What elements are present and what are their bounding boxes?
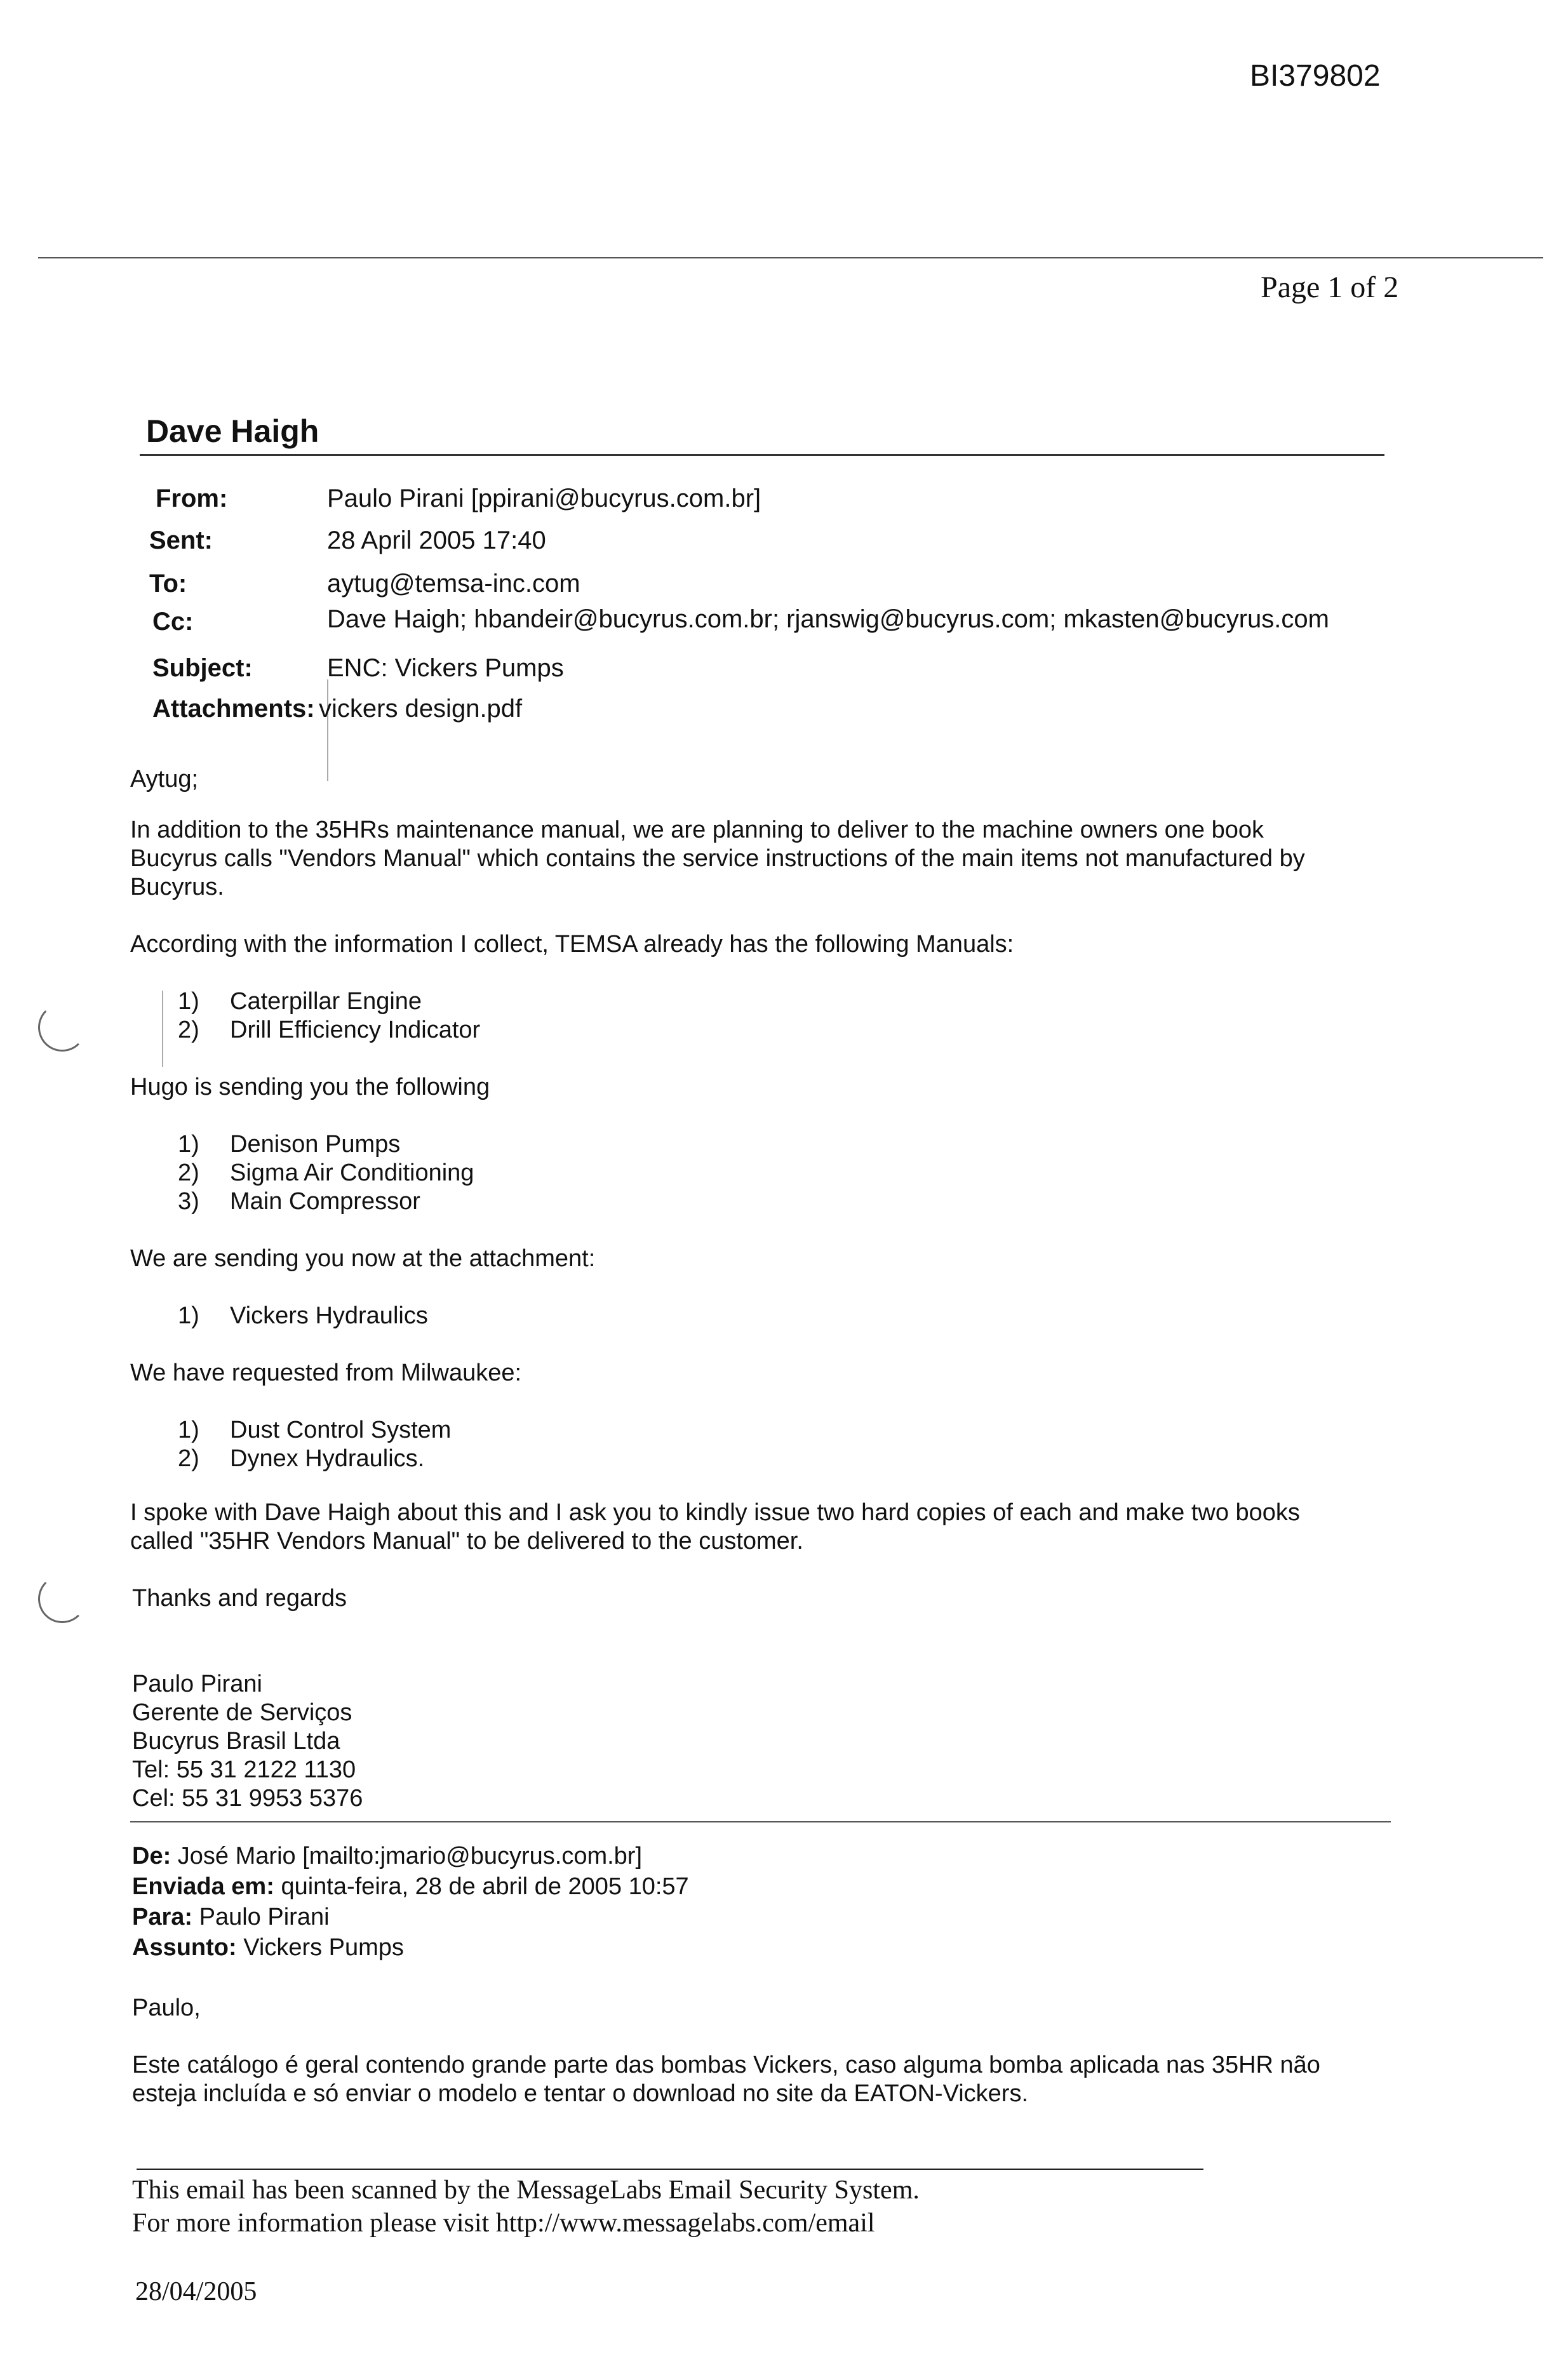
document-id: BI379802 [1250, 59, 1381, 93]
sender-rule [140, 454, 1384, 456]
assunto-value: Vickers Pumps [243, 1934, 404, 1961]
scan-artifact-line [162, 991, 163, 1067]
footer-date: 28/04/2005 [135, 2277, 257, 2306]
list-number: 2) [178, 1445, 199, 1472]
forward-assunto [132, 1934, 404, 1962]
paragraph: According with the information I collect, TEMSA already has the following Manuals: [130, 931, 1014, 958]
paragraph: We are sending you now at the attachment: [130, 1245, 596, 1272]
subject-value: ENC: Vickers Pumps [327, 654, 564, 682]
list-number: 2) [178, 1017, 199, 1043]
list-number: 1) [178, 1131, 199, 1158]
paragraph-line: In addition to the 35HRs maintenance manual, we are planning to deliver to the machine owners one book [130, 817, 1264, 843]
assunto-label: Assunto: [132, 1934, 237, 1961]
page-number: Page 1 of 2 [1261, 271, 1399, 304]
footer-info-link[interactable]: For more information please visit http://www.messagelabs.com/email [132, 2209, 875, 2238]
from-value: Paulo Pirani [ppirani@bucyrus.com.br] [327, 485, 761, 512]
cc-value: Dave Haigh; hbandeir@bucyrus.com.br; rjanswig@bucyrus.com; mkasten@bucyrus.com [327, 605, 1329, 633]
greeting: Aytug; [130, 766, 199, 792]
paragraph-line: Bucyrus calls "Vendors Manual" which contains the service instructions of the main items not manufactured by [130, 845, 1305, 872]
list-item: Sigma Air Conditioning [230, 1160, 474, 1186]
to-value: aytug@temsa-inc.com [327, 570, 580, 598]
footer-rule [137, 2169, 1203, 2170]
paragraph: Hugo is sending you the following [130, 1074, 490, 1100]
list-item: Vickers Hydraulics [230, 1302, 428, 1329]
list-number: 3) [178, 1188, 199, 1215]
enviada-label: Enviada em: [132, 1873, 274, 1900]
forward-greeting: Paulo, [132, 1995, 201, 2021]
from-label: From: [156, 485, 228, 512]
sent-value: 28 April 2005 17:40 [327, 526, 546, 554]
list-number: 1) [178, 988, 199, 1015]
list-item: Denison Pumps [230, 1131, 401, 1158]
signature-line: Gerente de Serviços [132, 1699, 352, 1726]
paragraph: We have requested from Milwaukee: [130, 1360, 522, 1386]
paragraph-line: Bucyrus. [130, 874, 224, 900]
list-number: 1) [178, 1302, 199, 1329]
enviada-value: quinta-feira, 28 de abril de 2005 10:57 [281, 1873, 689, 1900]
hole-punch-mark [38, 1003, 86, 1052]
de-value: José Mario [mailto:jmario@bucyrus.com.br] [177, 1843, 643, 1869]
paragraph-line: called "35HR Vendors Manual" to be delivered to the customer. [130, 1528, 803, 1554]
list-number: 1) [178, 1417, 199, 1443]
para-label: Para: [132, 1904, 193, 1930]
attachments-value[interactable]: vickers design.pdf [319, 695, 523, 723]
sent-label: Sent: [149, 526, 213, 554]
list-item: Drill Efficiency Indicator [230, 1017, 481, 1043]
para-value: Paulo Pirani [199, 1904, 330, 1930]
list-item: Caterpillar Engine [230, 988, 422, 1015]
signature-line: Paulo Pirani [132, 1671, 262, 1697]
forward-enviada [132, 1873, 689, 1901]
to-label: To: [149, 570, 187, 598]
forward-de [132, 1843, 642, 1870]
list-item: Dynex Hydraulics. [230, 1445, 425, 1472]
closing: Thanks and regards [132, 1585, 347, 1612]
header-rule [38, 257, 1543, 258]
hole-punch-mark [38, 1575, 86, 1623]
forward-separator [130, 1821, 1391, 1822]
sender-name: Dave Haigh [146, 413, 319, 449]
list-item: Dust Control System [230, 1417, 452, 1443]
signature-line: Bucyrus Brasil Ltda [132, 1728, 340, 1755]
subject-label: Subject: [152, 654, 253, 682]
de-label: De: [132, 1843, 171, 1869]
list-number: 2) [178, 1160, 199, 1186]
signature-line: Cel: 55 31 9953 5376 [132, 1785, 363, 1812]
attachments-label: Attachments: [152, 695, 315, 723]
footer-scan-notice: This email has been scanned by the MessageLabs Email Security System. [132, 2176, 920, 2205]
forward-text-line: Este catálogo é geral contendo grande parte das bombas Vickers, caso alguma bomba aplicada nas 35HR não [132, 2052, 1320, 2078]
paragraph-line: I spoke with Dave Haigh about this and I ask you to kindly issue two hard copies of each and make two books [130, 1499, 1300, 1526]
forward-para [132, 1904, 330, 1931]
forward-text-line: esteja incluída e só enviar o modelo e tentar o download no site da EATON-Vickers. [132, 2080, 1029, 2107]
cc-label: Cc: [152, 608, 194, 636]
signature-line: Tel: 55 31 2122 1130 [132, 1756, 356, 1783]
list-item: Main Compressor [230, 1188, 420, 1215]
